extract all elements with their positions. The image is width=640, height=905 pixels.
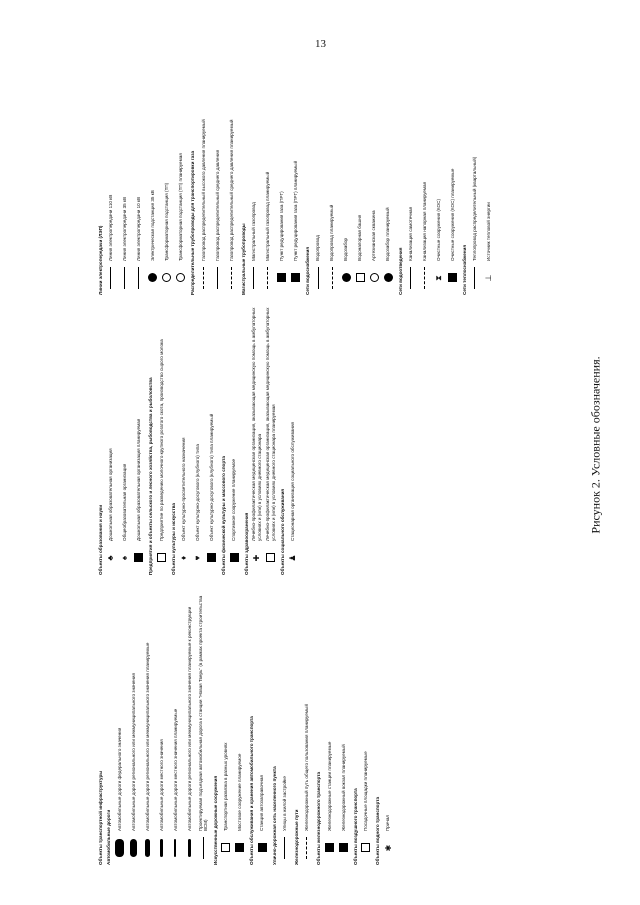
school-icon: ♠ — [120, 555, 130, 561]
legend-subheader: Объекты образования и науки — [98, 504, 103, 575]
dairy-farm-icon — [157, 554, 166, 563]
legend-label: Предприятие по разведению молочного крупного рогатого скота, производство сырого молока — [158, 339, 164, 541]
road-reconstruction-symbol — [188, 839, 191, 857]
legend-item — [482, 35, 495, 295]
legend — [95, 35, 565, 865]
kindergarten-planned-icon — [134, 554, 143, 563]
club-planned-icon — [207, 554, 216, 563]
legend-label: Трансформаторная подстанция (ТП) планируемая — [178, 153, 184, 261]
legend-label: Водопровод планируемый — [329, 204, 335, 261]
heat-source-icon: ⊥ — [484, 274, 494, 282]
legend-item — [289, 35, 302, 295]
water-pipe-planned-symbol — [332, 267, 333, 289]
rail-terminal-icon — [339, 844, 348, 853]
legend-label: Спортивное сооружение планируемое — [231, 458, 237, 541]
legend-item — [225, 35, 238, 295]
legend-item — [118, 305, 131, 575]
legend-item — [146, 35, 159, 295]
legend-label: Автомобильные дороги регионального или межмуниципального значения планируемые к реконструкции — [186, 606, 192, 831]
legend-item — [323, 585, 336, 865]
legend-label: Источник тепловой энергии — [486, 202, 492, 261]
power-line-110-symbol — [110, 267, 111, 289]
legend-subheader: Искусственные дорожные сооружения — [212, 775, 218, 865]
legend-item — [264, 305, 277, 575]
road-local-symbol — [160, 839, 163, 857]
legend-item — [197, 35, 210, 295]
legend-item — [446, 35, 459, 295]
legend-label: Дошкольная образовательная организация планируемая — [136, 418, 142, 541]
legend-label: Проектируемая подъездная автомобильная дорога к станции "Новая Тверь" (в рамках проекта строительства ВСМ) — [197, 595, 209, 831]
pier-icon: ✱ — [383, 844, 393, 852]
legend-label: Очистные сооружения (КОС) планируемые — [449, 168, 455, 261]
legend-label: Теплопровод распределительный (квартальный) — [472, 156, 478, 261]
legend-item — [160, 35, 173, 295]
legend-header: Объекты транспортной инфраструктуры — [98, 770, 103, 865]
legend-subheader: Магистральные трубопроводы — [240, 223, 246, 295]
legend-subheader: Объекты здравоохранения — [243, 512, 249, 575]
legend-item — [354, 35, 367, 295]
legend-subheader: Линии электропередачи (ЛЭП) — [98, 225, 103, 295]
legend-item — [183, 585, 196, 865]
legend-subheader: Улично-дорожная сеть населенного пункта — [271, 766, 277, 865]
legend-label: Очистные сооружения (КОС) — [435, 199, 441, 261]
legend-subheader: Сети водоотведения — [397, 247, 403, 295]
legend-label: Линия электропередачи 35 кВ — [122, 196, 128, 261]
legend-subheader: Сети теплоснабжения — [462, 244, 468, 295]
power-line-35-symbol — [124, 267, 125, 289]
legend-item — [468, 35, 481, 295]
legend-label: Транспортная развязка в разных уровнях — [223, 742, 229, 831]
legend-item — [432, 35, 445, 295]
legend-item — [211, 35, 224, 295]
legend-label: Дошкольная образовательная организация — [108, 448, 114, 541]
gas-reduction-icon — [277, 274, 286, 283]
legend-label: Лечебно-профилактическая медицинская организация, оказывающая медицинскую помощь в амбулаторных условиях и (или) в условиях дневного стационара — [251, 307, 262, 541]
legend-item — [155, 305, 168, 575]
legend-item — [278, 585, 291, 865]
legend-label: Станция автозаправочная — [259, 775, 265, 831]
figure-caption: Рисунок 2. Условные обозначения. — [588, 356, 603, 534]
water-pipe-symbol — [318, 267, 319, 289]
legend-label: Объект культурно-досугового (клубного) типа планируемый — [209, 413, 215, 541]
legend-subheader: Объекты обслуживания и хранения автомобильного транспорта — [249, 716, 255, 865]
club-icon: ♥ — [193, 555, 203, 561]
legend-item — [228, 305, 241, 575]
legend-subheader: Распределительные трубопроводы для транспортировки газа — [190, 150, 196, 295]
interchange-icon — [221, 844, 230, 853]
legend-label: Линия электропередачи 110 кВ — [108, 194, 114, 261]
legend-label: Улицы в жилой застройке — [281, 776, 287, 831]
bridge-icon — [235, 844, 244, 853]
sport-facility-planned-icon — [230, 554, 239, 563]
legend-label: Причал — [385, 814, 391, 831]
legend-item — [219, 585, 232, 865]
legend-item — [197, 585, 210, 865]
legend-label: Газопровод распределительный среднего давления планируемый — [228, 119, 234, 261]
legend-subheader: Объекты воздушного транспорта — [352, 788, 358, 865]
legend-item — [368, 35, 381, 295]
legend-label: Пункт редуцирования газа (ПРГ) — [279, 191, 285, 261]
legend-label: Железнодорожный путь общего пользования планируемый — [304, 704, 310, 831]
artesian-well-icon — [370, 274, 379, 283]
legend-label: Автомобильные дороги регионального или межмуниципального значения — [130, 673, 136, 831]
main-gas-symbol — [253, 267, 254, 289]
legend-item — [247, 35, 260, 295]
legend-label: Водонапорная башня — [357, 214, 363, 261]
legend-item — [337, 585, 350, 865]
legend-label: Канализация самотечная — [407, 206, 413, 261]
water-intake-icon — [342, 274, 351, 283]
legend-item — [312, 35, 325, 295]
road-regional-symbol — [130, 839, 137, 857]
gas-medium-planned-symbol — [231, 267, 232, 289]
legend-label: Железнодорожный вокзал планируемый — [340, 744, 346, 831]
legend-label: Объект культурно-просветительного назначения — [181, 437, 187, 541]
legend-label: Железнодорожные станции планируемые — [326, 741, 332, 831]
legend-item — [104, 305, 117, 575]
legend-label: Объект культурно-досугового (клубного) типа — [195, 444, 201, 541]
legend-item — [174, 35, 187, 295]
legend-item — [118, 35, 131, 295]
legend-item — [127, 585, 140, 865]
water-intake-planned-icon — [384, 274, 393, 283]
legend-subheader: Предприятия и объекты сельского и лесного хозяйства, рыбоводства и рыболовства — [148, 377, 154, 575]
legend-item — [155, 585, 168, 865]
legend-label: Электрическая подстанция 35 кВ — [150, 190, 156, 261]
substation-icon — [148, 274, 157, 283]
legend-label: Стационарная организация социального обслуживания — [290, 421, 296, 541]
legend-label: Водозабор — [343, 237, 349, 261]
road-local-planned-symbol — [174, 839, 176, 857]
road-regional-planned-symbol — [145, 839, 150, 857]
legend-label: Мостовое сооружение планируемое — [237, 753, 243, 831]
rail-station-icon — [325, 844, 334, 853]
legend-label: Артезианская скважина — [371, 210, 377, 261]
legend-subheader: Объекты культуры и искусства — [170, 503, 176, 575]
legend-subheader: Автомобильные дороги — [106, 809, 112, 865]
legend-item — [191, 305, 204, 575]
legend-item — [359, 585, 372, 865]
legend-item — [205, 305, 218, 575]
legend-column-transport — [95, 585, 396, 865]
legend-item — [141, 585, 154, 865]
legend-item — [418, 35, 431, 295]
legend-item — [286, 305, 299, 575]
gas-reduction-planned-icon — [291, 274, 300, 283]
legend-item — [340, 35, 353, 295]
legend-label: Лечебно-профилактическая медицинская организация, оказывающая медицинскую помощь в амбулаторных условиях и (или) в условиях дневного стационара планируемая — [265, 307, 276, 541]
legend-item — [326, 35, 339, 295]
legend-item — [382, 585, 395, 865]
legend-item — [300, 585, 313, 865]
legend-label: Газопровод распределительный высокого давления планируемый — [200, 119, 206, 261]
road-federal-symbol — [115, 839, 124, 857]
street-symbol — [284, 837, 285, 859]
medical-planned-icon — [266, 554, 275, 563]
legend-label: Магистральный газопровод планируемый — [265, 171, 271, 261]
legend-label: Линия электропередачи 10 кВ — [136, 196, 142, 261]
legend-item — [132, 305, 145, 575]
legend-item — [404, 35, 417, 295]
legend-subheader: Объекты социального обслуживания — [280, 488, 286, 575]
transformer-icon — [162, 274, 171, 283]
legend-item — [132, 35, 145, 295]
legend-item — [261, 35, 274, 295]
legend-label: Водозабор планируемый — [385, 207, 391, 261]
legend-label: Пункт редуцирования газа (ПРГ) планируемый — [293, 160, 299, 261]
legend-item — [169, 585, 182, 865]
legend-label: Канализация напорная планируемая — [421, 181, 427, 261]
legend-label: Автомобильные дороги федерального значения — [116, 727, 122, 831]
gas-medium-symbol — [217, 267, 218, 289]
legend-item — [382, 35, 395, 295]
legend-label: Трансформаторная подстанция (ТП) — [164, 182, 170, 261]
legend-label: Газопровод распределительный среднего давления — [214, 149, 220, 261]
legend-subheader: Объекты физической культуры и массового спорта — [221, 456, 227, 575]
legend-item — [113, 585, 126, 865]
legend-label: Автомобильные дороги регионального или межмуниципального значения планируемые — [144, 642, 150, 831]
legend-column-utilities — [95, 35, 496, 295]
railway-planned-symbol — [306, 837, 307, 859]
transformer-planned-icon — [176, 274, 185, 283]
medical-cross-icon: ✚ — [252, 554, 262, 562]
legend-item — [256, 585, 269, 865]
legend-item — [233, 585, 246, 865]
legend-label: Общеобразовательная организация — [122, 463, 128, 541]
page-number: 13 — [315, 38, 326, 50]
road-projected-symbol — [203, 837, 204, 859]
social-service-icon: ♟ — [288, 554, 298, 562]
legend-item — [177, 305, 190, 575]
legend-item — [275, 35, 288, 295]
gas-station-icon — [258, 844, 267, 853]
legend-item — [104, 35, 117, 295]
legend-item — [250, 305, 263, 575]
legend-subheader: Сети водоснабжения — [305, 246, 311, 295]
legend-subheader: Объекты водного транспорта — [375, 796, 381, 865]
legend-subheader: Объекты железнодорожного транспорта — [316, 771, 322, 865]
power-line-10-symbol — [138, 267, 139, 289]
landing-pad-icon — [361, 844, 370, 853]
culture-education-icon: ♦ — [179, 555, 189, 561]
legend-subheader: Железнодорожные пути — [294, 809, 300, 865]
legend-label: Водопровод — [315, 235, 321, 261]
legend-label: Посадочные площадки планируемые — [363, 751, 369, 831]
water-tower-icon — [356, 274, 365, 283]
legend-column-social — [95, 305, 300, 575]
legend-label: Магистральный газопровод — [251, 202, 257, 261]
legend-label: Автомобильные дороги местного значения планируемые — [172, 708, 178, 831]
kindergarten-icon: ♣ — [106, 555, 116, 561]
heat-pipe-symbol — [474, 267, 475, 289]
sewer-gravity-symbol — [410, 267, 411, 289]
sewer-pressure-planned-symbol — [424, 267, 425, 289]
legend-label: Автомобильные дороги местного значения — [158, 739, 164, 831]
treatment-plant-icon: ⧗ — [434, 275, 444, 281]
gas-high-planned-symbol — [203, 267, 204, 289]
treatment-plant-planned-icon — [448, 274, 457, 283]
main-gas-planned-symbol — [267, 267, 268, 289]
